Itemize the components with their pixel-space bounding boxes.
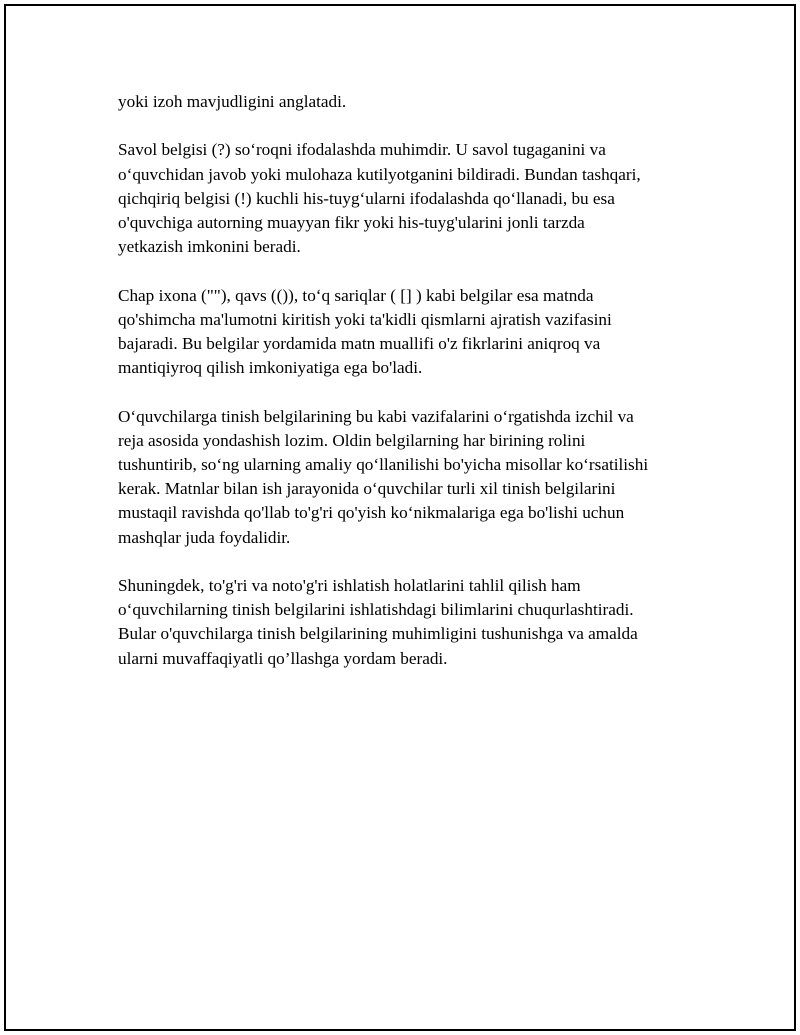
paragraph-5: Shuningdek, to'g'ri va noto'g'ri ishlatish holatlarini tahlil qilish ham o‘quvchilarning tinish belgilarini ishlatishdagi bilimlarini chuqurlashtiradi. Bular o'quvchilarga tinish belgilarining muhimligini tushunishga va amalda ularni muvaffaqiyatli qo’llashga yordam beradi. — [118, 576, 638, 668]
paragraph-3: Chap ixona (""), qavs (()), to‘q sariqlar ( [] ) kabi belgilar esa matnda qo'shimcha ma'lumotni kiritish yoki ta'kidli qismlarni ajratish vazifasini bajaradi. Bu belgilar yordamida matn muallifi o'z fikrlarini aniqroq va mantiqiyroq qilish imkoniyatiga ega bo'ladi. — [118, 285, 612, 378]
paragraph-4: O‘quvchilarga tinish belgilarining bu kabi vazifalarini o‘rgatishda izchil va reja asosida yondashish lozim. Oldin belgilarning har birining rolini tushuntirib, so‘ng ularning amaliy qo‘llanilishi bo'yicha misollar ko‘rsatilishi kerak. Matnlar bilan ish jarayonida o‘quvchilar turli xil tinish belgilarini mustaqil ravishda qo'llab to'g'ri qo'yish ko‘nikmalariga ega bo'lishi uchun mashqlar juda foydalidir. — [118, 406, 649, 547]
paragraph-1: yoki izoh mavjudligini anglatadi. — [118, 92, 347, 111]
paragraph-2: Savol belgisi (?) so‘roqni ifodalashda muhimdir. U savol tugaganini va o‘quvchidan javob yoki mulohaza kutilyotganini bildiradi. Bundan tashqari, qichqiriq belgisi (!) kuchli his-tuyg‘ularni ifodalashda qo‘llanadi, bu esa o'quvchiga autorning muayyan fikr yoki his-tuyg'ularini jonli tarzda yetkazish imkonini beradi. — [118, 140, 641, 257]
document-body — [118, 90, 708, 695]
